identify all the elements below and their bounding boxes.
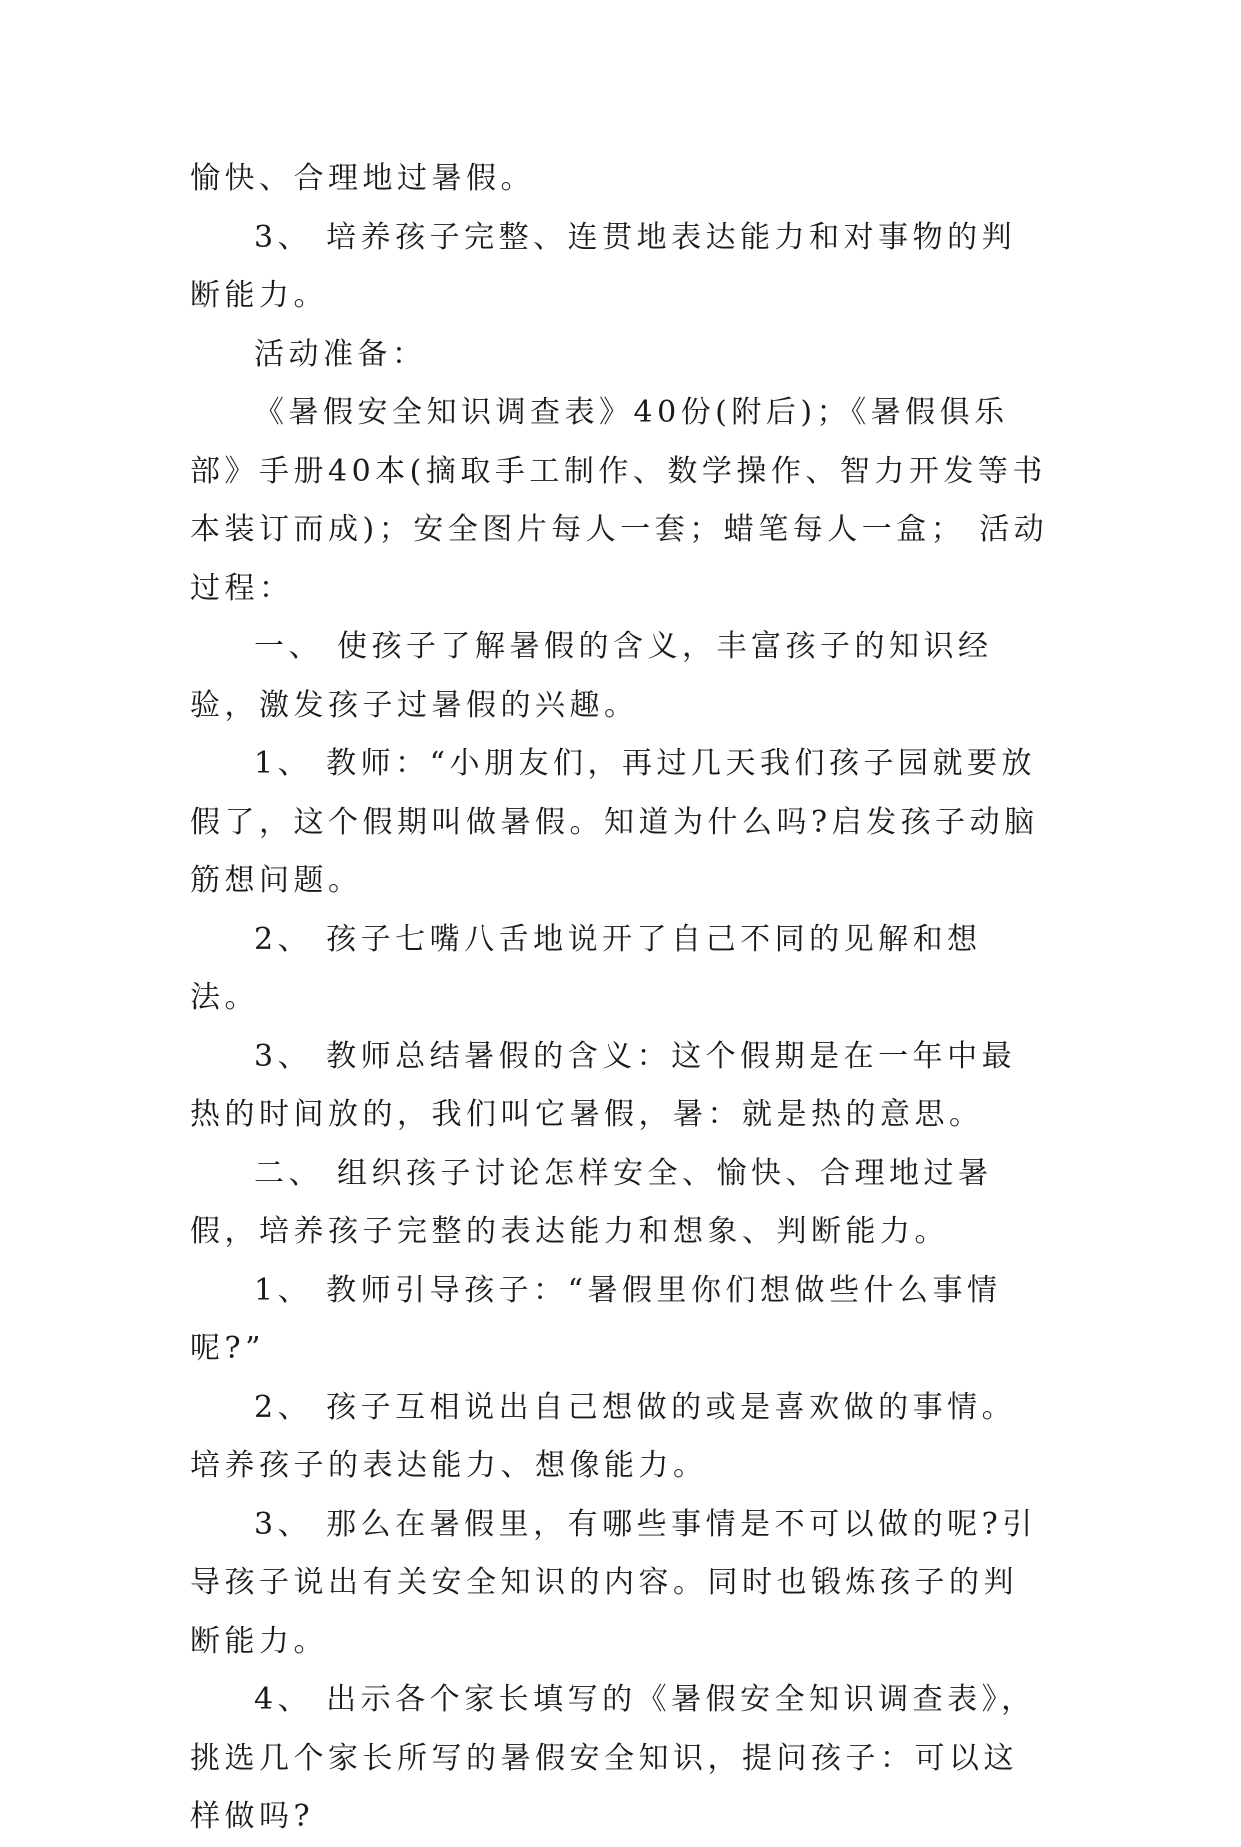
paragraph-section-2-item-1: 1、 教师引导孩子：“暑假里你们想做些什么事情呢?” bbox=[190, 1272, 1002, 1366]
paragraph-section-1-item-3: 3、 教师总结暑假的含义：这个假期是在一年中最热的时间放的，我们叫它暑假，暑：就是热的意思。 bbox=[190, 1038, 1017, 1132]
paragraph-section-1-item-1: 1、 教师：“小朋友们，再过几天我们孩子园就要放假了，这个假期叫做暑假。知道为什么吗?启发孩子动脑筋想问题。 bbox=[190, 746, 1039, 898]
paragraph-section-1: 一、 使孩子了解暑假的含义，丰富孩子的知识经验，激发孩子过暑假的兴趣。 bbox=[190, 629, 993, 723]
paragraph-section-2-item-2: 2、 孩子互相说出自己想做的或是喜欢做的事情。培养孩子的表达能力、想像能力。 bbox=[190, 1389, 1017, 1483]
paragraph-preparation-heading: 活动准备： bbox=[254, 336, 427, 372]
paragraph-section-2-item-4: 4、 出示各个家长填写的《暑假安全知识调查表》，挑选几个家长所写的暑假安全知识，提问孩子：可以这样做吗? bbox=[190, 1682, 1036, 1834]
paragraph-goal-3: 3、 培养孩子完整、连贯地表达能力和对事物的判断能力。 bbox=[190, 219, 1017, 313]
paragraph-section-1-item-2: 2、 孩子七嘴八舌地说开了自己不同的见解和想法。 bbox=[190, 921, 982, 1015]
paragraph-preparation-materials: 《暑假安全知识调查表》40份(附后)；《暑假俱乐部》手册40本(摘取手工制作、数学操作、智力开发等书本装订而成)；安全图片每人一套；蜡笔每人一盒； 活动过程： bbox=[190, 395, 1049, 606]
document-body bbox=[190, 150, 1050, 1847]
paragraph-continuation: 愉快、合理地过暑假。 bbox=[190, 161, 535, 196]
paragraph-section-2: 二、 组织孩子讨论怎样安全、愉快、合理地过暑假，培养孩子完整的表达能力和想象、判断能力。 bbox=[190, 1155, 993, 1249]
paragraph-section-2-item-3: 3、 那么在暑假里，有哪些事情是不可以做的呢?引导孩子说出有关安全知识的内容。同时也锻炼孩子的判断能力。 bbox=[190, 1506, 1037, 1659]
